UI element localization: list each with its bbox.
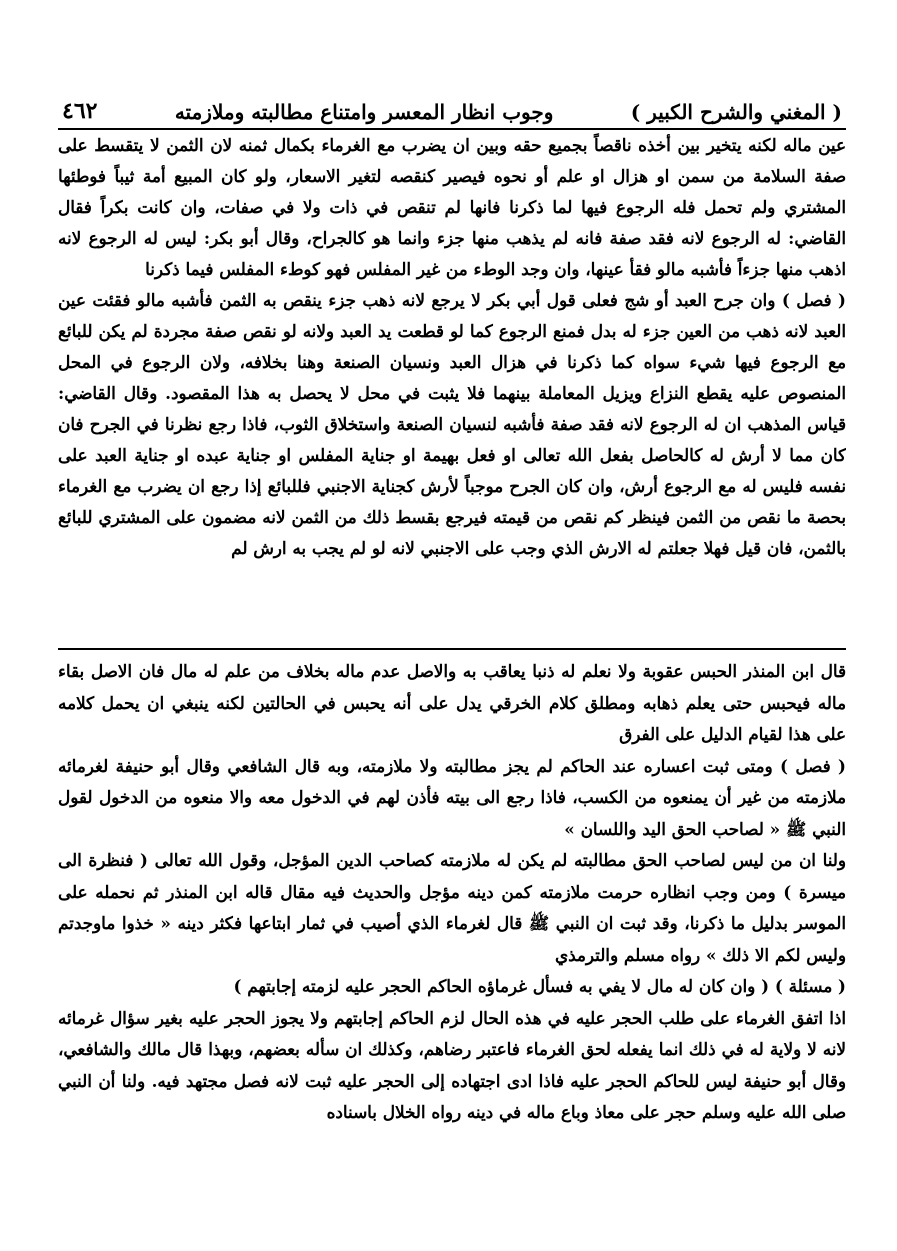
main-paragraph: عين ماله لكنه يتخير بين أخذه ناقصاً بجميع حقه وبين ان يضرب مع الغرماء بكمال ثمنه لان الثمن لا يتقسط على صفة السلامة من سمن او هزال او علم أو نحوه فيصير كنقصه لتغير الاسعار، ولو كان المبيع أمة ثيباً فوطئها المشتري ولم تحمل فله الرجوع فيها لما ذكرنا فانها لم تنقص في ذات ولا في صفات، وان كانت بكراً فقال القاضي: له الرجوع لانه فقد صفة فانه لم يذهب منها جزء وانما هو كالجراح، وقال أبو بكر: ليس له الرجوع لانه اذهب منها جزءاً فأشبه مالو فقأ عينها، وان وجد الوطء من غير المفلس فهو كوطء المفلس فيما ذكرنا <box>58 135 846 279</box>
book-title: ( المغني والشرح الكبير ) <box>630 100 842 124</box>
lower-text <box>58 656 846 1196</box>
page-number: ٤٦٢ <box>62 98 98 124</box>
lower-paragraph: اذا اتفق الغرماء على طلب الحجر عليه في هذه الحال لزم الحاكم إجابتهم ولا يجوز الحجر عليه بغير سؤال غرمائه لانه لا ولاية له في ذلك انما يفعله لحق الغرماء فاعتبر رضاهم، وكذلك ان سأله بعضهم، وبهذا قال مالك والشافعي، وقال أبو حنيفة ليس للحاكم الحجر عليه فاذا ادى اجتهاده إلى الحجر عليه ثبت لانه فصل مجتهد فيه. ولنا أن النبي صلى الله عليه وسلم حجر على معاذ وباع ماله في دينه رواه الخلال باسناده <box>58 1007 846 1122</box>
main-paragraph: ( فصل ) وان جرح العبد أو شج فعلى قول أبي بكر لا يرجع لانه ذهب جزء ينقص به الثمن فأشبه مالو فقئت عين العبد لانه ذهب من العين جزء له بدل فمنع الرجوع كما لو قطعت يد العبد ولانه لو نقص صفة مجردة لم يكن للبائع مع الرجوع فيها شيء سواه كما ذكرنا في هزال العبد ونسيان الصنعة وهنا بخلافه، ولان الرجوع في المحل المنصوص عليه يقطع النزاع ويزيل المعاملة بينهما فلا يثبت في محل لا يحصل به هذا المقصود. وقال القاضي: قياس المذهب ان له الرجوع لانه فقد صفة فأشبه لنسيان الصنعة واستخلاق الثوب، فاذا رجع نظرنا في الجرح فان كان مما لا أرش له كالحاصل بفعل الله تعالى او فعل بهيمة او جناية المفلس او جناية عبده او جناية العبد على نفسه فليس له مع الرجوع أرش، وان كان الجرح موجباً لأرش كجناية الاجنبي فللبائع إذا رجع ان يضرب مع الغرماء بحصة ما نقص من الثمن فينظر كم نقص من قيمته فيرجع بقسط ذلك من الثمن لانه مضمون على المشتري للبائع بالثمن، فان قيل فهلا جعلتم له الارش الذي وجب على الاجنبي لانه لو لم يجب به ارش لم <box>58 290 846 558</box>
book-page <box>58 88 846 1208</box>
chapter-title: وجوب انظار المعسر وامتناع مطالبته وملازمته <box>174 100 554 124</box>
section-divider <box>58 648 846 650</box>
lower-paragraph: ولنا ان من ليس لصاحب الحق مطالبته لم يكن له ملازمته كصاحب الدين المؤجل، وقول الله تعالى ( فنظرة الى ميسرة ) ومن وجب انظاره حرمت ملازمته كمن دينه مؤجل والحديث فيه مقال قاله ابن المنذر ثم نحمله على الموسر بدليل ما ذكرنا، وقد ثبت ان النبي ﷺ قال لغرماء الذي أصيب في ثمار ابتاعها فكثر دينه « خذوا ماوجدتم وليس لكم الا ذلك » رواه مسلم والترمذي <box>58 850 846 965</box>
lower-paragraph: ( فصل ) ومتى ثبت اعساره عند الحاكم لم يجز مطالبته ولا ملازمته، وبه قال الشافعي وقال أبو حنيفة لغرمائه ملازمته من غير أن يمنعوه من الكسب، فاذا رجع الى بيته فأذن لهم في الدخول معه والا منعوه من الدخول لقول النبي ﷺ « لصاحب الحق اليد واللسان » <box>58 755 846 839</box>
issue-heading: ( مسئلة ) ( وان كان له مال لا يفي به فسأل غرماؤه الحاكم الحجر عليه لزمته إجابتهم ) <box>233 976 846 996</box>
lower-paragraph: قال ابن المنذر الحبس عقوبة ولا نعلم له ذنبا يعاقب به والاصل عدم ماله بخلاف من علم له مال فان الاصل بقاء ماله فيحبس حتى يعلم ذهابه ومطلق كلام الخرقي يدل على أنه يحبس في الحالتين لكنه ينبغي ان يحمل كلامه على هذا لقيام الدليل على الفرق <box>58 661 846 744</box>
main-text <box>58 130 846 640</box>
page-header <box>58 88 846 124</box>
